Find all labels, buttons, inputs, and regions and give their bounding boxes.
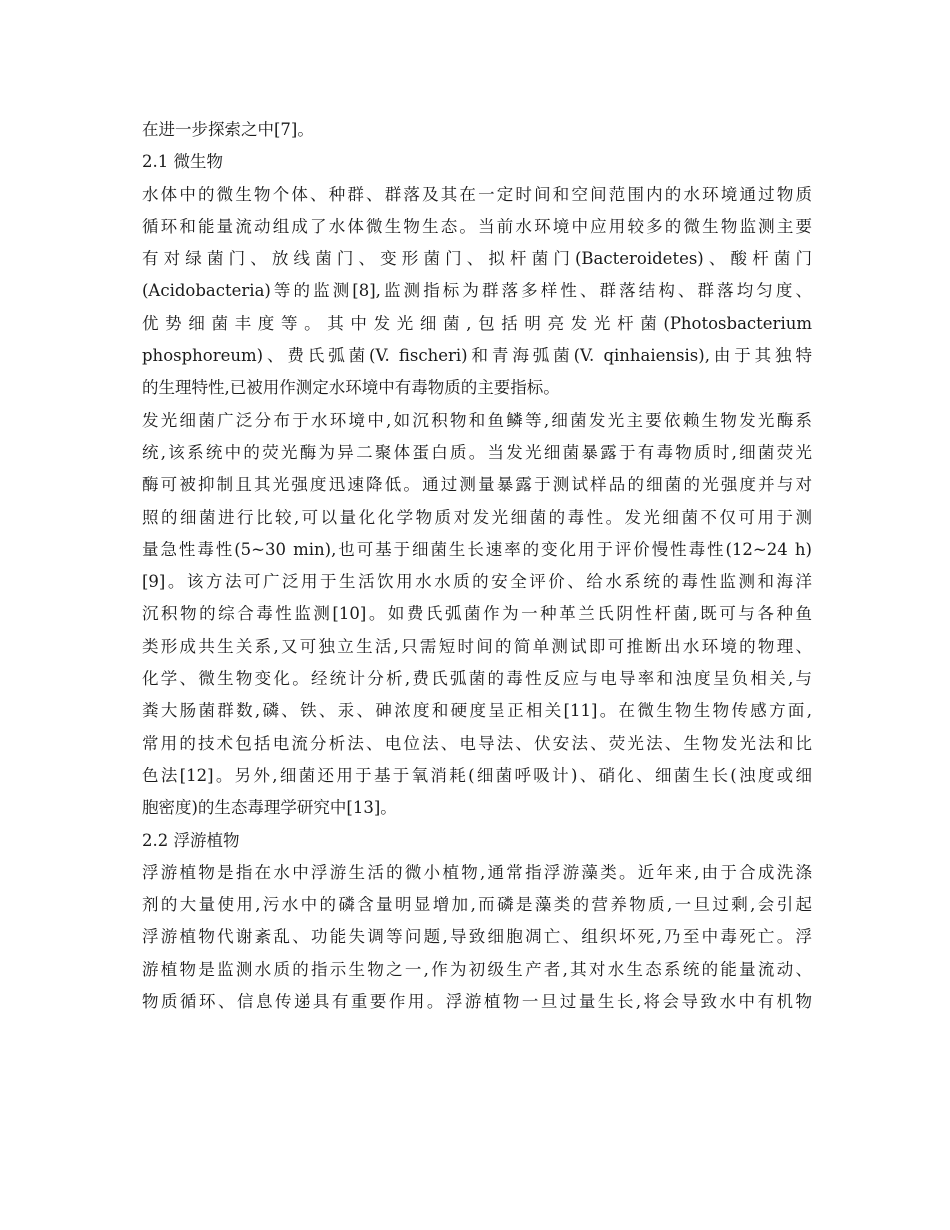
text-line: 化学、微生物变化。经统计分析,费氏弧菌的毒性反应与电导率和浊度呈负相关,与 <box>142 669 812 689</box>
text-line: 类形成共生关系,又可独立生活,只需短时间的简单测试即可推断出水环境的物理、 <box>142 636 812 656</box>
text-line: 统,该系统中的荧光酶为异二聚体蛋白质。当发光细菌暴露于有毒物质时,细菌荧光 <box>142 442 812 462</box>
section-heading: 2.2 浮游植物 <box>142 830 240 850</box>
text-line: 循环和能量流动组成了水体微生物生态。当前水环境中应用较多的微生物监测主要 <box>142 216 812 236</box>
text-line: [9]。该方法可广泛用于生活饮用水水质的安全评价、给水系统的毒性监测和海洋 <box>142 572 812 592</box>
text-line: 浮游植物是指在水中浮游生活的微小植物,通常指浮游藻类。近年来,由于合成洗涤 <box>142 862 812 882</box>
text-line: 浮游植物代谢紊乱、功能失调等问题,导致细胞凋亡、组织坏死,乃至中毒死亡。浮 <box>142 927 812 947</box>
text-line: (Acidobacteria)等的监测[8],监测指标为群落多样性、群落结构、群落均匀度、 <box>142 281 812 301</box>
text-line: 剂的大量使用,污水中的磷含量明显增加,而磷是藻类的营养物质,一旦过剩,会引起 <box>142 895 812 915</box>
section-heading: 2.1 微生物 <box>142 152 223 172</box>
text-line: 发光细菌广泛分布于水环境中,如沉积物和鱼鳞等,细菌发光主要依赖生物发光酶系 <box>142 410 812 430</box>
document-body <box>142 114 812 1018</box>
text-line: 的生理特性,已被用作测定水环境中有毒物质的主要指标。 <box>142 378 560 398</box>
text-line: 物质循环、信息传递具有重要作用。浮游植物一旦过量生长,将会导致水中有机物 <box>142 992 812 1012</box>
text-line: 胞密度)的生态毒理学研究中[13]。 <box>142 798 397 818</box>
text-line: 在进一步探索之中[7]。 <box>142 120 314 139</box>
text-line: 优势细菌丰度等。其中发光细菌,包括明亮发光杆菌(Photosbacterium <box>142 313 812 333</box>
text-line: 沉积物的综合毒性监测[10]。如费氏弧菌作为一种革兰氏阴性杆菌,既可与各种鱼 <box>142 604 812 624</box>
text-line: phosphoreum)、费氏弧菌(V. fischeri)和青海弧菌(V. qinhaiensis),由于其独特 <box>142 346 812 366</box>
text-line: 水体中的微生物个体、种群、群落及其在一定时间和空间范围内的水环境通过物质 <box>142 184 812 204</box>
text-line: 常用的技术包括电流分析法、电位法、电导法、伏安法、荧光法、生物发光法和比 <box>142 733 812 753</box>
text-line: 量急性毒性(5~30 min),也可基于细菌生长速率的变化用于评价慢性毒性(12~24 h) <box>142 539 812 559</box>
text-line: 游植物是监测水质的指示生物之一,作为初级生产者,其对水生态系统的能量流动、 <box>142 959 812 979</box>
text-line: 有对绿菌门、放线菌门、变形菌门、拟杆菌门(Bacteroidetes)、酸杆菌门 <box>142 249 812 269</box>
text-line: 粪大肠菌群数,磷、铁、汞、砷浓度和硬度呈正相关[11]。在微生物生物传感方面, <box>142 701 812 721</box>
text-line: 照的细菌进行比较,可以量化化学物质对发光细菌的毒性。发光细菌不仅可用于测 <box>142 507 812 527</box>
text-line: 色法[12]。另外,细菌还用于基于氧消耗(细菌呼吸计)、硝化、细菌生长(浊度或细 <box>142 765 812 785</box>
text-line: 酶可被抑制且其光强度迅速降低。通过测量暴露于测试样品的细菌的光强度并与对 <box>142 475 812 495</box>
